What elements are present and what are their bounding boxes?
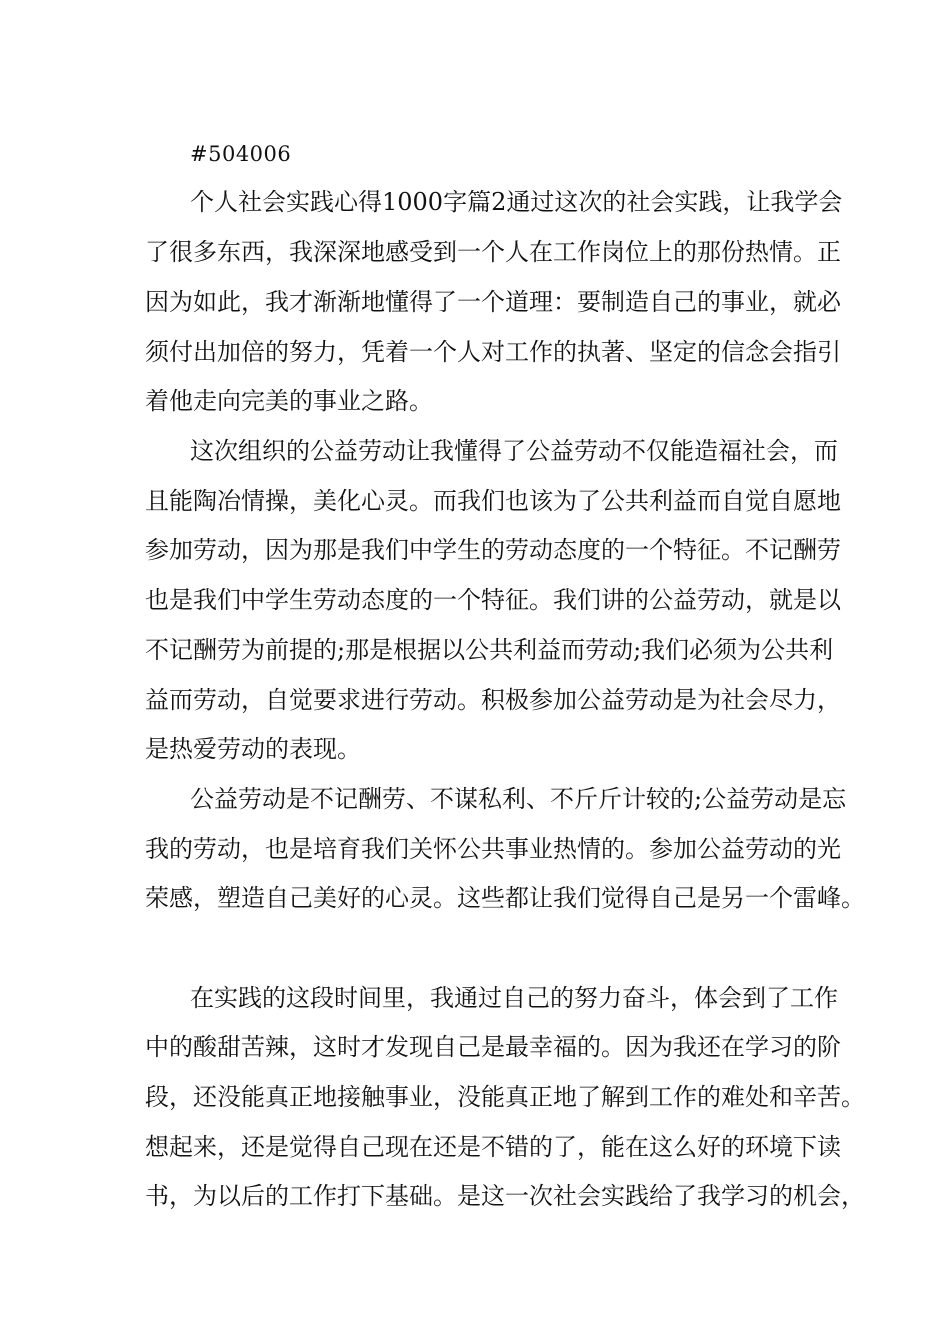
paragraph-1-line-2: 了很多东西，我深深地感受到一个人在工作岗位上的那份热情。正 [145,238,841,266]
paragraph-1-line-1: 个人社会实践心得1000字篇2通过这次的社会实践，让我学会 [190,188,843,216]
paragraph-3-line-3: 荣感，塑造自己美好的心灵。这些都让我们觉得自己是另一个雷峰。 [145,884,865,912]
paragraph-4-line-5: 书，为以后的工作打下基础。是这一次社会实践给了我学习的机会， [145,1182,865,1210]
paragraph-2-line-7: 是热爱劳动的表现。 [145,735,361,763]
paragraph-3-line-1: 公益劳动是不记酬劳、不谋私利、不斤斤计较的;公益劳动是忘 [190,785,847,813]
document-id: #504006 [190,142,292,166]
paragraph-2-line-3: 参加劳动，因为那是我们中学生的劳动态度的一个特征。不记酬劳 [145,536,841,564]
paragraph-4-line-1: 在实践的这段时间里，我通过自己的努力奋斗，体会到了工作 [190,984,838,1012]
paragraph-1-line-5: 着他走向完美的事业之路。 [145,387,433,415]
paragraph-2-line-6: 益而劳动，自觉要求进行劳动。积极参加公益劳动是为社会尽力， [145,686,841,714]
paragraph-2-line-5: 不记酬劳为前提的;那是根据以公共利益而劳动;我们必须为公共利 [145,636,834,664]
paragraph-4-line-2: 中的酸甜苦辣，这时才发现自己是最幸福的。因为我还在学习的阶 [145,1033,841,1061]
paragraph-4-line-3: 段，还没能真正地接触事业，没能真正地了解到工作的难处和辛苦。 [145,1083,865,1111]
paragraph-2-line-2: 且能陶冶情操，美化心灵。而我们也该为了公共利益而自觉自愿地 [145,487,841,515]
paragraph-2-line-4: 也是我们中学生劳动态度的一个特征。我们讲的公益劳动，就是以 [145,586,841,614]
paragraph-2-line-1: 这次组织的公益劳动让我懂得了公益劳动不仅能造福社会，而 [190,437,838,465]
paragraph-1-line-3: 因为如此，我才渐渐地懂得了一个道理：要制造自己的事业，就必 [145,288,841,316]
paragraph-3-line-2: 我的劳动，也是培育我们关怀公共事业热情的。参加公益劳动的光 [145,835,841,863]
paragraph-1-line-4: 须付出加倍的努力，凭着一个人对工作的执著、坚定的信念会指引 [145,338,841,366]
paragraph-4-line-4: 想起来，还是觉得自己现在还是不错的了，能在这么好的环境下读 [145,1133,841,1161]
